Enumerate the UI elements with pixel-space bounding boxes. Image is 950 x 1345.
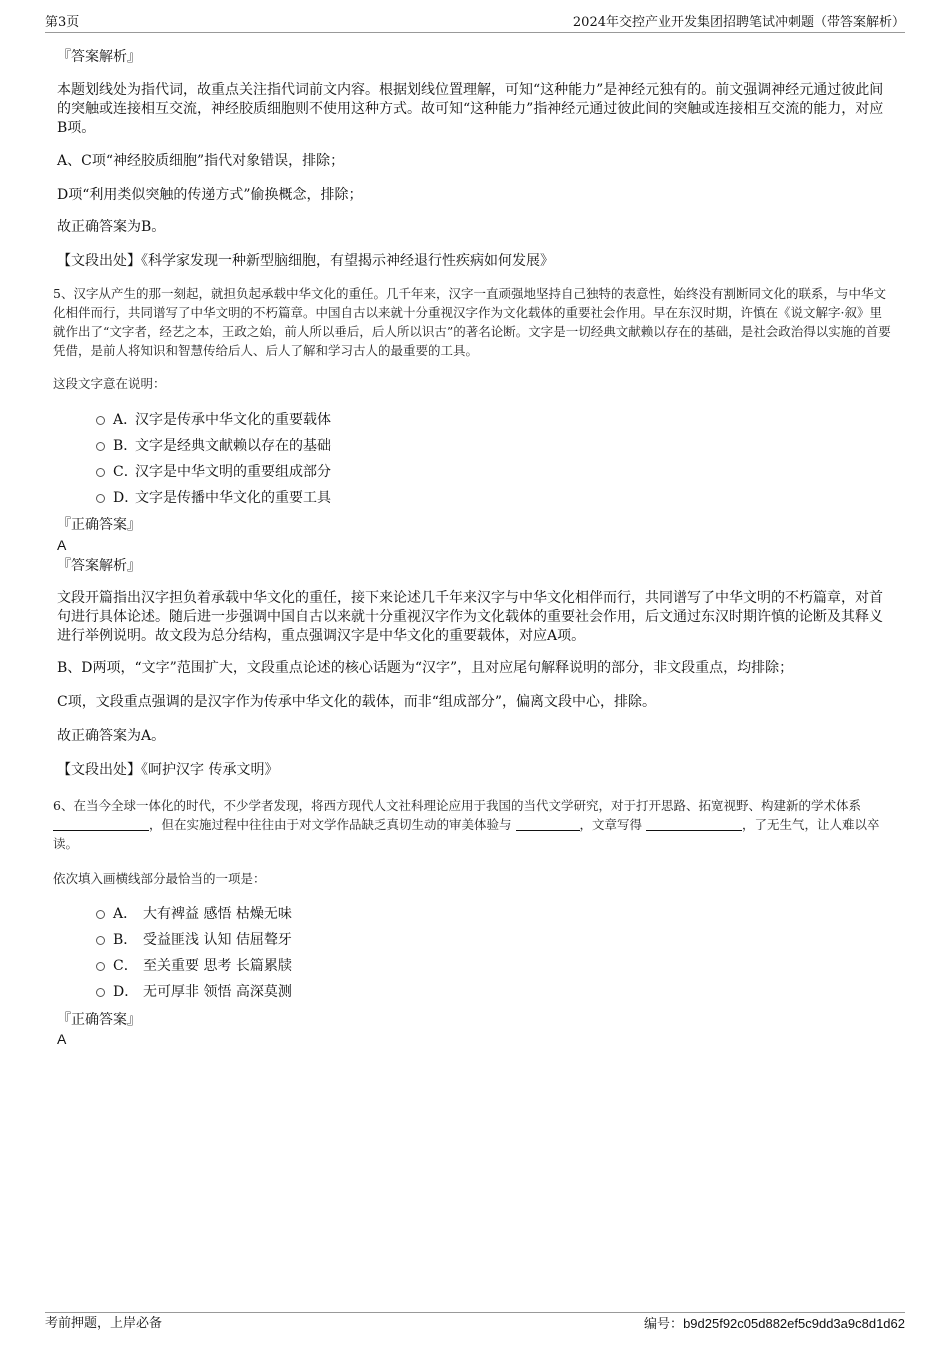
source-citation: 【文段出处】《科学家发现一种新型脑细胞，有望揭示神经退行性疾病如何发展》	[57, 253, 554, 269]
correct-answer: A	[57, 1031, 67, 1047]
correct-answer-label: 『正确答案』	[57, 1012, 141, 1028]
radio-icon[interactable]	[96, 442, 105, 451]
page-footer	[45, 1312, 905, 1331]
source-citation: 【文段出处】《呵护汉字 传承文明》	[57, 762, 279, 778]
option-c[interactable]: C． 至关重要 思考 长篇累牍	[96, 955, 796, 977]
fill-blank-2	[516, 818, 580, 831]
analysis-conclusion: 故正确答案为B。	[57, 219, 166, 235]
option-d[interactable]: D．文字是传播中华文化的重要工具	[96, 487, 796, 509]
analysis-label: 『答案解析』	[57, 558, 141, 574]
document-code: 编号：b9d25f92c05d882ef5c9dd3a9c8d1d62	[644, 1316, 905, 1331]
radio-icon[interactable]	[96, 988, 105, 997]
option-b[interactable]: B． 受益匪浅 认知 佶屈聱牙	[96, 929, 796, 951]
option-d[interactable]: D． 无可厚非 领悟 高深莫测	[96, 981, 796, 1003]
radio-icon[interactable]	[96, 910, 105, 919]
question-prompt: 依次填入画横线部分最恰当的一项是：	[53, 871, 266, 886]
question-prompt: 这段文字意在说明：	[53, 376, 166, 391]
radio-icon[interactable]	[96, 494, 105, 503]
analysis-paragraph: 文段开篇指出汉字担负着承载中华文化的重任，接下来论述几千年来汉字与中华文化相伴而行，共同谱写了中华文明的不朽篇章，对首句进行具体论述。随后进一步强调中国自古以来就十分重视汉字作为文化载体的重要社会作用，后文通过东汉时期许慎的论断及其释义进行举例说明。故文段为总分结构，重点强调汉字是中华文化的重要载体，对应A项。	[57, 590, 883, 644]
option-a[interactable]: A．汉字是传承中华文化的重要载体	[96, 409, 796, 431]
correct-answer-label: 『正确答案』	[57, 517, 141, 533]
fill-blank-3	[646, 818, 742, 831]
analysis-paragraph: D项“利用类似突触的传递方式”偷换概念，排除；	[57, 187, 363, 203]
page-number: 第3页	[45, 15, 80, 30]
question-stem: 6、在当今全球一体化的时代，不少学者发现，将西方现代人文社科理论应用于我国的当代文学研究，对于打开思路、拓宽视野、构建新的学术体系 ，但在实施过程中往往由于对文学作品缺乏真切生动的审美体验与 ，文章写得 ，了无生气，让人难以卒读。	[53, 798, 880, 851]
analysis-paragraph: B、D两项，“文字”范围扩大，文段重点论述的核心话题为“汉字”，且对应尾句解释说明的部分，非文段重点，均排除；	[57, 660, 794, 676]
analysis-paragraph: C项，文段重点强调的是汉字作为传承中华文化的载体，而非“组成部分”，偏离文段中心，排除。	[57, 694, 657, 710]
document-title: 2024年交控产业开发集团招聘笔试冲刺题（带答案解析）	[572, 15, 905, 30]
fill-blank-1	[53, 818, 149, 831]
analysis-conclusion: 故正确答案为A。	[57, 728, 166, 744]
correct-answer: A	[57, 537, 67, 553]
option-c[interactable]: C．汉字是中华文明的重要组成部分	[96, 461, 796, 483]
footer-slogan: 考前押题，上岸必备	[45, 1316, 163, 1331]
analysis-paragraph: 本题划线处为指代词，故重点关注指代词前文内容。根据划线位置理解，可知“这种能力”是神经元独有的。前文强调神经元通过彼此间的突触或连接相互交流，神经胶质细胞则不使用这种方式。故可知“这种能力”指神经元通过彼此间的突触或连接相互交流的能力，对应B项。	[57, 82, 884, 136]
radio-icon[interactable]	[96, 962, 105, 971]
analysis-label: 『答案解析』	[57, 49, 141, 65]
radio-icon[interactable]	[96, 468, 105, 477]
option-b[interactable]: B．文字是经典文献赖以存在的基础	[96, 435, 796, 457]
page-header	[45, 14, 905, 33]
radio-icon[interactable]	[96, 416, 105, 425]
radio-icon[interactable]	[96, 936, 105, 945]
question-stem: 5、汉字从产生的那一刻起，就担负起承载中华文化的重任。几千年来，汉字一直顽强地坚持自己独特的表意性，始终没有割断同文化的联系，与中华文化相伴而行，共同谱写了中华文明的不朽篇章。中国自古以来就十分重视汉字作为文化载体的重要社会作用。早在东汉时期，许慎在《说文解字·叙》里就作出了“文字者，经艺之本，王政之始，前人所以垂后，后人所以识古”的著名论断。文字是一切经典文献赖以存在的基础，是社会政治得以实施的首要凭借，是前人将知识和智慧传给后人、后人了解和学习古人的最重要的工具。	[53, 286, 891, 358]
option-a[interactable]: A． 大有裨益 感悟 枯燥无味	[96, 903, 796, 925]
analysis-paragraph: A、C项“神经胶质细胞”指代对象错误，排除；	[57, 153, 345, 169]
